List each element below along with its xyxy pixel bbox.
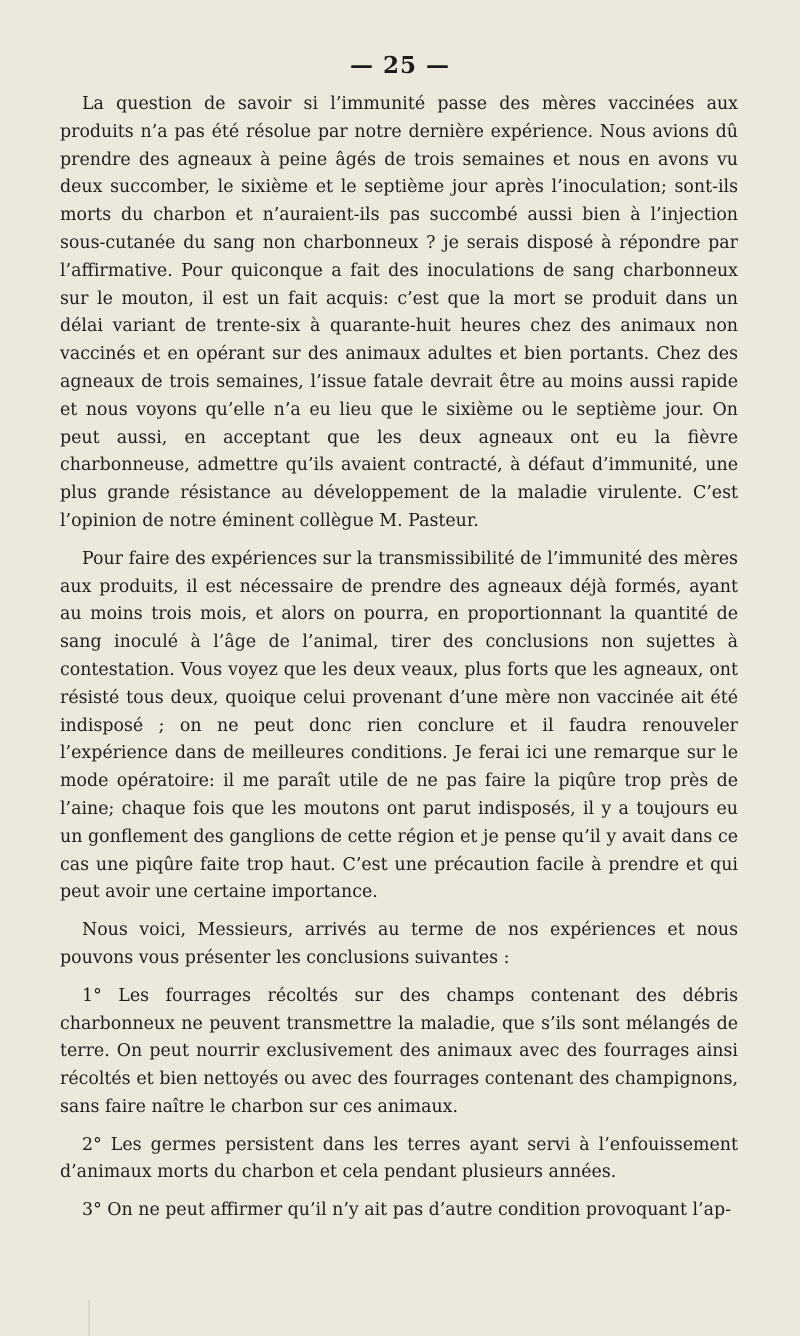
page-number: — 25 — xyxy=(349,52,451,79)
paragraph-conclusion-1: 1° Les fourrages récoltés sur des champs contenant des débris charbonneux ne peuvent transmettre la maladie, que s’ils sont mélangés de terre. On peut nourrir exclusivement des animaux avec des fourrages ainsi récoltés et bien nettoyés ou avec des fourrages contenant des champignons, sans faire naître le charbon sur ces animaux. xyxy=(60,985,738,1117)
page-body xyxy=(60,91,738,1235)
paragraph-conclusions-intro: Nous voici, Messieurs, arrivés au terme de nos expériences et nous pouvons vous présenter les conclusions suivantes : xyxy=(60,920,738,968)
paragraph-conclusion-2: 2° Les germes persistent dans les terres ayant servi à l’enfouissement d’animaux morts du charbon et cela pendant plusieurs années. xyxy=(60,1134,738,1183)
paragraph-conclusion-3: 3° On ne peut affirmer qu’il n’y ait pas d’autre condition provoquant l’ap- xyxy=(82,1200,731,1221)
paper-crease-mark xyxy=(88,1300,90,1336)
paragraph-immunity-question: La question de savoir si l’immunité passe des mères vaccinées aux produits n’a pas été résolue par notre dernière expérience. Nous avions dû prendre des agneaux à peine âgés de trois semaines et nous en avons vu deux succomber, le sixième et le septième jour après l’inoculation; sont-ils morts du charbon et n’auraient-ils pas succombé aussi bien à l’injection sous-cutanée du sang non charbonneux ? je serais disposé à répondre par l’affirmative. Pour quiconque a fait des inoculations de sang charbonneux sur le mouton, il est un fait acquis: c’est que la mort se produit dans un délai variant de trente-six à quarante-huit heures chez des animaux non vaccinés et en opérant sur des animaux adultes et bien portants. Chez des agneaux de trois semaines, l’issue fatale devrait être au moins aussi rapide et nous voyons qu’elle n’a eu lieu que le sixième ou le septième jour. On peut aussi, en acceptant que les deux agneaux ont eu la fièvre charbonneuse, admettre qu’ils avaient contracté, à défaut d’immunité, une plus grande résistance au développement de la maladie virulente. C’est l’opinion de notre éminent collègue M. Pasteur. xyxy=(60,94,738,531)
paragraph-transmissibility-experiments: Pour faire des expériences sur la transmissibilité de l’immunité des mères aux produits, il est nécessaire de prendre des agneaux déjà formés, ayant au moins trois mois, et alors on pourra, en proportionnant la quantité de sang inoculé à l’âge de l’animal, tirer des conclusions non sujettes à contestation. Vous voyez que les deux veaux, plus forts que les agneaux, ont résisté tous deux, quoique celui provenant d’une mère non vaccinée ait été indisposé ; on ne peut donc rien conclure et il faudra renouveler l’expérience dans de meilleures conditions. Je ferai ici une remarque sur le mode opératoire: il me paraît utile de ne pas faire la piqûre trop près de l’aine; chaque fois que les moutons ont parut indisposés, il y a toujours eu un gonflement des ganglions de cette région et je pense qu’il y avait dans ce cas une piqûre faite trop haut. C’est une précaution facile à prendre et qui peut avoir une certaine importance. xyxy=(60,548,738,903)
